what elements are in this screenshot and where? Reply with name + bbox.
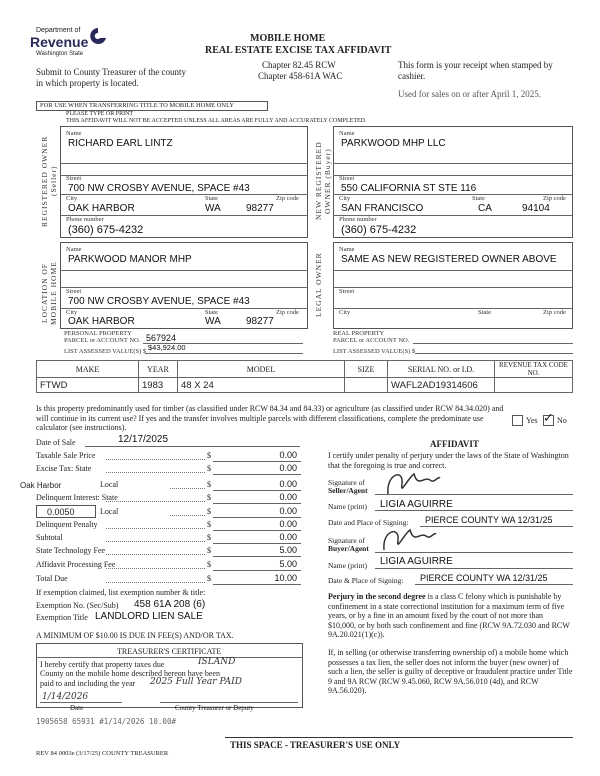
yes-label: Yes [526,416,538,425]
submit-instruction: Submit to County Treasurer of the county in which property is located. [36,67,186,88]
tax-row-leader [106,568,205,569]
used-for-note: Used for sales on or after April 1, 2025. [398,89,541,99]
cell-tax-code[interactable] [495,378,573,393]
buyer-street[interactable]: 550 CALIFORNIA ST STE 116 [341,183,477,194]
receipt-stamp: 1905658 65931 #1/14/2026 10.00# [36,717,176,726]
swirl-logo-icon [88,26,108,48]
treasurer-signature-label: County Treasurer or Deputy [175,704,254,712]
exemption-title-label: Exemption Title [36,613,88,622]
treasurer-date-hand: 1/14/2026 [42,692,89,702]
table-row [37,378,573,393]
tax-row-dollar: $ [207,574,211,583]
perjury-text [328,592,573,640]
exemption-no[interactable]: 458 61A 208 (6) [134,599,206,610]
seller-zip[interactable]: 98277 [246,203,274,214]
tax-row-label: Affidavit Processing Fee [36,560,116,569]
tax-row-value[interactable]: 0.00 [279,450,297,460]
location-name[interactable]: PARKWOOD MANOR MHP [68,254,192,265]
tax-row-value[interactable]: 0.00 [279,479,297,489]
buyer-section-label: NEW REGISTERED OWNER (Buyer) [314,141,332,221]
location-street[interactable]: 700 NW CROSBY AVENUE, SPACE #43 [68,296,250,307]
location-name-label: Name [66,246,82,253]
tax-row-value[interactable]: 0.00 [279,506,297,516]
affidavit-heading: AFFIDAVIT [430,439,479,449]
parcel-number[interactable]: 567924 [146,333,177,343]
exemption-claim: If exemption claimed, list exemption number & title: [36,588,206,597]
cell-serial[interactable]: WAFL2AD19314606 [388,378,495,393]
local-city-name[interactable]: Oak Harbor [20,481,62,490]
tax-row-leader [106,582,205,583]
assessed-value[interactable]: $43,924.00 [148,343,186,352]
tax-row-value[interactable]: 5.00 [279,545,297,555]
seller-city[interactable]: OAK HARBOR [68,203,135,214]
legal-zip-label: Zip code [543,309,566,316]
date-of-sale-label: Date of Sale [36,438,76,447]
tax-row-value[interactable]: 5.00 [279,559,297,569]
exemption-no-label: Exemption No. (Sec/Sub) [36,601,119,610]
buyer-date-place[interactable]: PIERCE COUNTY WA 12/31/25 [420,573,548,583]
no-label: No [557,416,567,425]
seller-date-place-label: Date and Place of Signing: [328,518,409,527]
form-number: REV 84 0003e (3/17/25) COUNTY TREASURER [36,750,169,757]
buyer-name-print-label: Name (print) [328,561,367,570]
tax-row-label: Local [100,507,119,516]
tax-row-dollar: $ [207,507,211,516]
personal-property-label: PERSONAL PROPERTY [64,330,132,337]
buyer-state-label: State [472,195,485,202]
tax-row-value[interactable]: 0.00 [279,532,297,542]
tax-row-leader [106,554,205,555]
seller-name[interactable]: RICHARD EARL LINTZ [68,138,173,149]
location-street-label: Street [66,288,82,295]
tax-row-label: Total Due [36,574,68,583]
treasurer-county-hand: ISLAND [198,657,236,667]
tax-row-dollar: $ [207,464,211,473]
buyer-date-place-label: Date & Place of Signing: [328,576,404,585]
tax-row-leader [170,488,205,489]
treasurer-date-label: Date [70,704,84,712]
tax-row-label: State Technology Fee [36,546,106,555]
buyer-city[interactable]: SAN FRANCISCO [341,203,424,214]
tax-row-leader [106,472,205,473]
tax-row-leader [106,541,205,542]
tax-row-value[interactable]: 0.00 [279,519,297,529]
tax-row-label: Taxable Sale Price [36,451,96,460]
location-zip[interactable]: 98277 [246,316,274,327]
buyer-name-label: Name [339,130,355,137]
form-title-1: MOBILE HOME [250,33,326,44]
location-zip-label: Zip code [276,309,299,316]
cell-make[interactable]: FTWD [37,378,139,393]
tax-row-label: Delinquent Penalty [36,520,98,529]
tax-row-dollar: $ [207,546,211,555]
affidavit-certify: I certify under penalty of perjury under the laws of the State of Washington that the foregoing is true and correct. [328,451,569,470]
buyer-state[interactable]: CA [478,203,492,214]
tax-row-label: Excise Tax: State [36,464,92,473]
col-size: SIZE [345,361,388,378]
col-make: MAKE [37,361,139,378]
col-model: MODEL [178,361,345,378]
assessed-label: LIST ASSESSED VALUE(S) $ [64,348,147,355]
tax-row-dollar: $ [207,451,211,460]
seller-state-label: State [205,195,218,202]
legal-owner-name[interactable]: SAME AS NEW REGISTERED OWNER ABOVE [341,254,557,265]
location-city-label: City [66,309,78,316]
buyer-print-name[interactable]: LIGIA AGUIRRE [380,556,453,567]
buyer-sig-label: Signature of [328,536,365,545]
tax-row-dollar: $ [207,480,211,489]
buyer-phone[interactable]: (360) 675-4232 [341,224,417,236]
logo-revenue-text: Revenue [30,34,89,50]
treasurer-text-2: County on the mobile home described hereon have been paid to and including the year [40,669,220,688]
chapter-1: Chapter 82.45 RCW [262,60,336,70]
legal-city-label: City [339,309,351,316]
please-type: PLEASE TYPE OR PRINT [66,111,134,117]
tax-row-dollar: $ [207,520,211,529]
tax-row-leader [106,501,205,502]
perjury-bold: Perjury in the second degree [328,592,426,601]
buyer-phone-label: Phone number [339,216,377,223]
location-state-label: State [205,309,218,316]
seller-sig-label: Signature of [328,478,365,487]
seller-phone-label: Phone number [66,216,104,223]
yes-checkbox[interactable] [512,415,523,426]
buyer-street-label: Street [339,175,355,182]
legal-name-label: Name [339,246,355,253]
tax-row-value[interactable]: 0.00 [279,463,297,473]
not-accepted-note: THIS AFFIDAVIT WILL NOT BE ACCEPTED UNLESS ALL AREAS ARE FULLY AND ACCURATELY COMPLETED. [66,118,367,124]
tax-row-label: Delinquent Interest: State [36,493,118,502]
buyer-zip-label: Zip code [543,195,566,202]
exemption-title[interactable]: LANDLORD LIEN SALE [95,611,203,622]
date-of-sale[interactable]: 12/17/2025 [118,434,169,445]
seller-agent-label: Seller/Agent [328,486,368,495]
tax-row-value[interactable]: 10.00 [274,573,297,583]
tax-row-label: Local [100,480,119,489]
form-title-2: REAL ESTATE EXCISE TAX AFFIDAVIT [205,45,392,56]
col-tax-code: REVENUE TAX CODE NO. [495,361,573,378]
legal-street-label: Street [339,288,355,295]
dor-logo [30,24,110,62]
lien-text: If, in selling (or otherwise transferring ownership of) a mobile home which possesses a tax lien, the seller does not inform the buyer (new owner) of such a lien, the seller is guilty of deceptive or fraudulent practice under Title 9 and 9A RCW (RCW 9.45.060, RCW 9A.56.010 (4d), and RCW 9A.56.020). [328,648,573,696]
seller-street[interactable]: 700 NW CROSBY AVENUE, SPACE #43 [68,183,250,194]
location-city[interactable]: OAK HARBOR [68,316,135,327]
receipt-note: This form is your receipt when stamped by cashier. [398,60,553,81]
legal-owner-section-label: LEGAL OWNER [314,252,323,318]
treasurer-heading: TREASURER'S CERTIFICATE [117,647,222,656]
no-checkmark-icon: ✓ [543,411,554,426]
parcel-label: PARCEL or ACCOUNT NO. [64,337,141,344]
tax-row-dollar: $ [207,560,211,569]
transfer-only-box: FOR USE WHEN TRANSFERRING TITLE TO MOBILE HOME ONLY [36,101,268,111]
logo-state-text: Washington State [36,51,84,57]
cell-model[interactable]: 48 X 24 [178,378,345,393]
minimum-due: A MINIMUM OF $10.00 IS DUE IN FEE(S) AND/OR TAX. [36,631,234,640]
buyer-city-label: City [339,195,351,202]
timber-question: Is this property predominantly used for timber (as classified under RCW 84.34 and 84.33) or agriculture (as classified under RCW 84.34.020) and will continue in its current use? If yes and the transfer involves multiple parcels with different classifications, complete the predominate use calculator (see instructions). [36,404,504,432]
treasurer-use-only: THIS SPACE - TREASURER'S USE ONLY [230,740,401,750]
legal-state-label: State [478,309,491,316]
seller-state[interactable]: WA [205,203,221,214]
seller-name-print-label: Name (print) [328,502,367,511]
tax-row-value[interactable]: 0.00 [279,492,297,502]
seller-phone[interactable]: (360) 675-4232 [68,224,144,236]
logo-dept-text: Department of [36,27,81,34]
seller-date-place[interactable]: PIERCE COUNTY WA 12/31/25 [425,515,553,525]
seller-street-label: Street [66,175,82,182]
tax-row-dollar: $ [207,493,211,502]
local-rate-box[interactable]: 0.0050 [36,505,96,518]
seller-section-label: REGISTERED OWNER (Seller) [40,135,58,227]
seller-print-name[interactable]: LIGIA AGUIRRE [380,499,453,510]
tax-row-label: Subtotal [36,533,63,542]
tax-row-leader [106,528,205,529]
real-parcel-label: PARCEL or ACCOUNT NO. [333,337,410,344]
chapter-2: Chapter 458-61A WAC [258,71,343,81]
tax-row-leader [106,459,205,460]
treasurer-year-hand: 2025 Full Year PAID [150,677,242,687]
perjury-body: is a class C felony which is punishable by confinement in a state correctional institution for a maximum term of five years, or by a fine in an amount fixed by the court of not more than $10,000, or by both such confinement and fine (RCW 9A.72.030 and RCW 9A.20.021(1)(c)). [328,592,570,640]
real-property-label: REAL PROPERTY [333,330,385,337]
real-assessed-label: LIST ASSESSED VALUE(S) $ [333,348,416,355]
cell-year[interactable]: 1983 [139,378,178,393]
seller-city-label: City [66,195,78,202]
tax-row-dollar: $ [207,533,211,542]
mobile-home-table [36,360,573,393]
buyer-name[interactable]: PARKWOOD MHP LLC [341,138,446,149]
buyer-agent-label: Buyer/Agent [328,544,369,553]
treasurer-text-1: I hereby certify that property taxes due [40,660,165,669]
cell-size[interactable] [345,378,388,393]
location-section-label: LOCATION OF MOBILE HOME [40,261,58,325]
buyer-zip[interactable]: 94104 [522,203,550,214]
location-state[interactable]: WA [205,316,221,327]
seller-name-label: Name [66,130,82,137]
seller-zip-label: Zip code [276,195,299,202]
col-serial: SERIAL NO. or I.D. [388,361,495,378]
table-header-row [37,361,573,378]
col-year: YEAR [139,361,178,378]
tax-row-leader [170,515,205,516]
